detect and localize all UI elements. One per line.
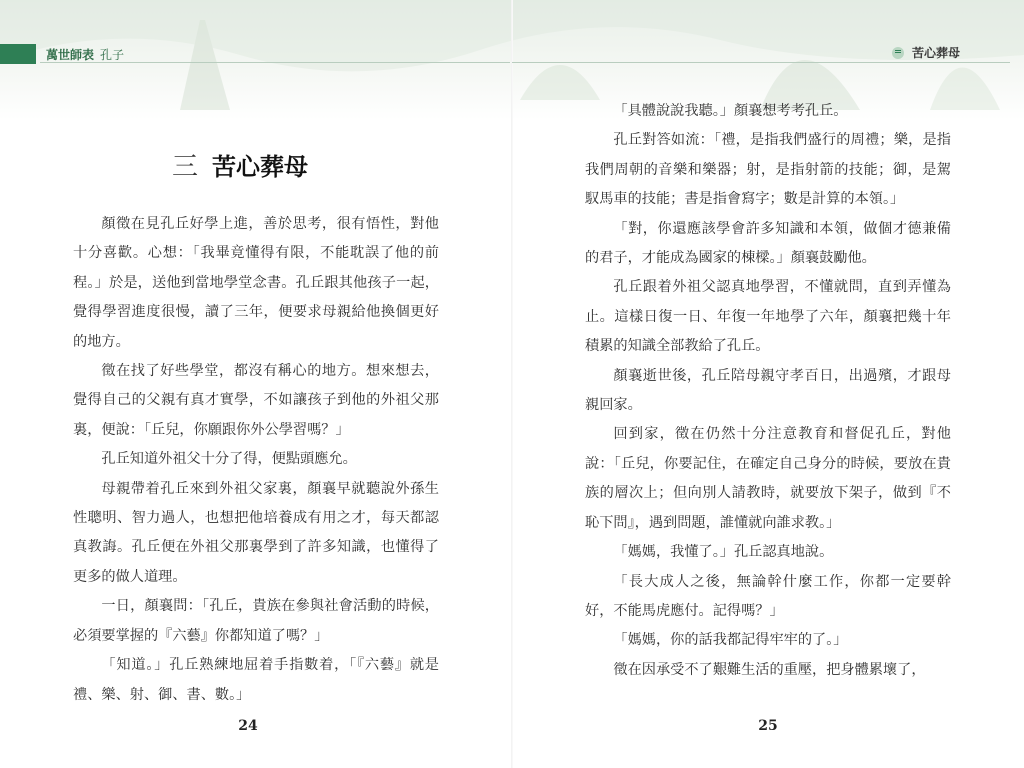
left-header: [0, 44, 124, 64]
right-page: [512, 0, 1024, 768]
paragraph: 孔丘對答如流：「禮，是指我們盛行的周禮；樂，是指我們周朝的音樂和樂器；射，是指射箭的技能；御，是駕馭馬車的技能；書是指會寫字；數是計算的本領。」: [585, 132, 951, 208]
header-accent-bar: [0, 44, 36, 64]
chapter-heading: [172, 146, 308, 183]
header-rule: [40, 62, 510, 63]
paragraph: 「媽媽，你的話我都記得牢牢的了。」: [613, 632, 848, 649]
paragraph: 「長大成人之後，無論幹什麼工作，你都一定要幹好，不能馬虎應付。記得嗎？」: [585, 573, 951, 619]
page-number: 25: [758, 718, 778, 734]
book-title: 孔子: [100, 47, 125, 62]
paragraph: 「對，你還應該學會許多知識和本領，做個才德兼備的君子，才能成為國家的棟樑。」顏襄鼓勵他。: [585, 220, 951, 267]
header-rule: [512, 62, 1010, 63]
paragraph: 顏襄逝世後，孔丘陪母親守孝百日，出過殯，才跟母親回家。: [585, 367, 951, 414]
paragraph: 一日，顏襄問：「孔丘，貴族在參與社會活動的時候，必須要掌握的『六藝』你都知道了嗎？」: [73, 598, 439, 644]
paragraph: 顏徵在見孔丘好學上進，善於思考，很有悟性，對他十分喜歡。心想：「我畢竟懂得有限，不能耽誤了他的前程。」於是，送他到當地學堂念書。孔丘跟其他孩子一起，覺得學習進度很慢，讀了三年，便要求母親給他換個更好的地方。: [73, 216, 439, 350]
right-body-text: [585, 97, 951, 685]
paragraph: 徵在因承受不了艱難生活的重壓，把身體累壞了，: [613, 661, 926, 678]
series-name: 萬世師表: [46, 47, 95, 62]
chapter-number: 三: [172, 152, 199, 182]
page-number: 24: [238, 718, 258, 734]
right-header: [892, 44, 960, 61]
paragraph: 「媽媽，我懂了。」孔丘認真地說。: [613, 544, 834, 561]
chapter-menu-icon: [892, 47, 904, 59]
paragraph: 孔丘跟着外祖父認真地學習，不懂就問，直到弄懂為止。這樣日復一日、年復一年地學了六年，顏襄把幾十年積累的知識全部教給了孔丘。: [585, 279, 951, 355]
left-body-text: [73, 210, 439, 710]
paragraph: 「知道。」孔丘熟練地屈着手指數着，「『六藝』就是禮、樂、射、御、書、數。」: [73, 657, 439, 703]
paragraph: 孔丘知道外祖父十分了得，便點頭應允。: [101, 451, 357, 468]
running-head: 苦心葬母: [912, 46, 961, 60]
paragraph: 「具體說說我聽。」顏襄想考考孔丘。: [613, 103, 848, 119]
chapter-title: 苦心葬母: [212, 152, 309, 181]
paragraph: 徵在找了好些學堂，都沒有稱心的地方。想來想去，覺得自己的父親有真才實學，不如讓孩子到他的外祖父那裏，便說：「丘兒，你願跟你外公學習嗎？」: [73, 363, 439, 438]
paragraph: 母親帶着孔丘來到外祖父家裏，顏襄早就聽說外孫生性聰明、智力過人，也想把他培養成有用之才，每天都認真教誨。孔丘便在外祖父那裏學到了許多知識，也懂得了更多的做人道理。: [73, 480, 439, 585]
paragraph: 回到家，徵在仍然十分注意教育和督促孔丘，對他說：「丘兒，你要記住，在確定自己身分的時候，要放在貴族的層次上；但向別人請教時，就要放下架子，做到『不恥下問』，遇到問題，誰懂就向誰求教。」: [585, 426, 951, 531]
